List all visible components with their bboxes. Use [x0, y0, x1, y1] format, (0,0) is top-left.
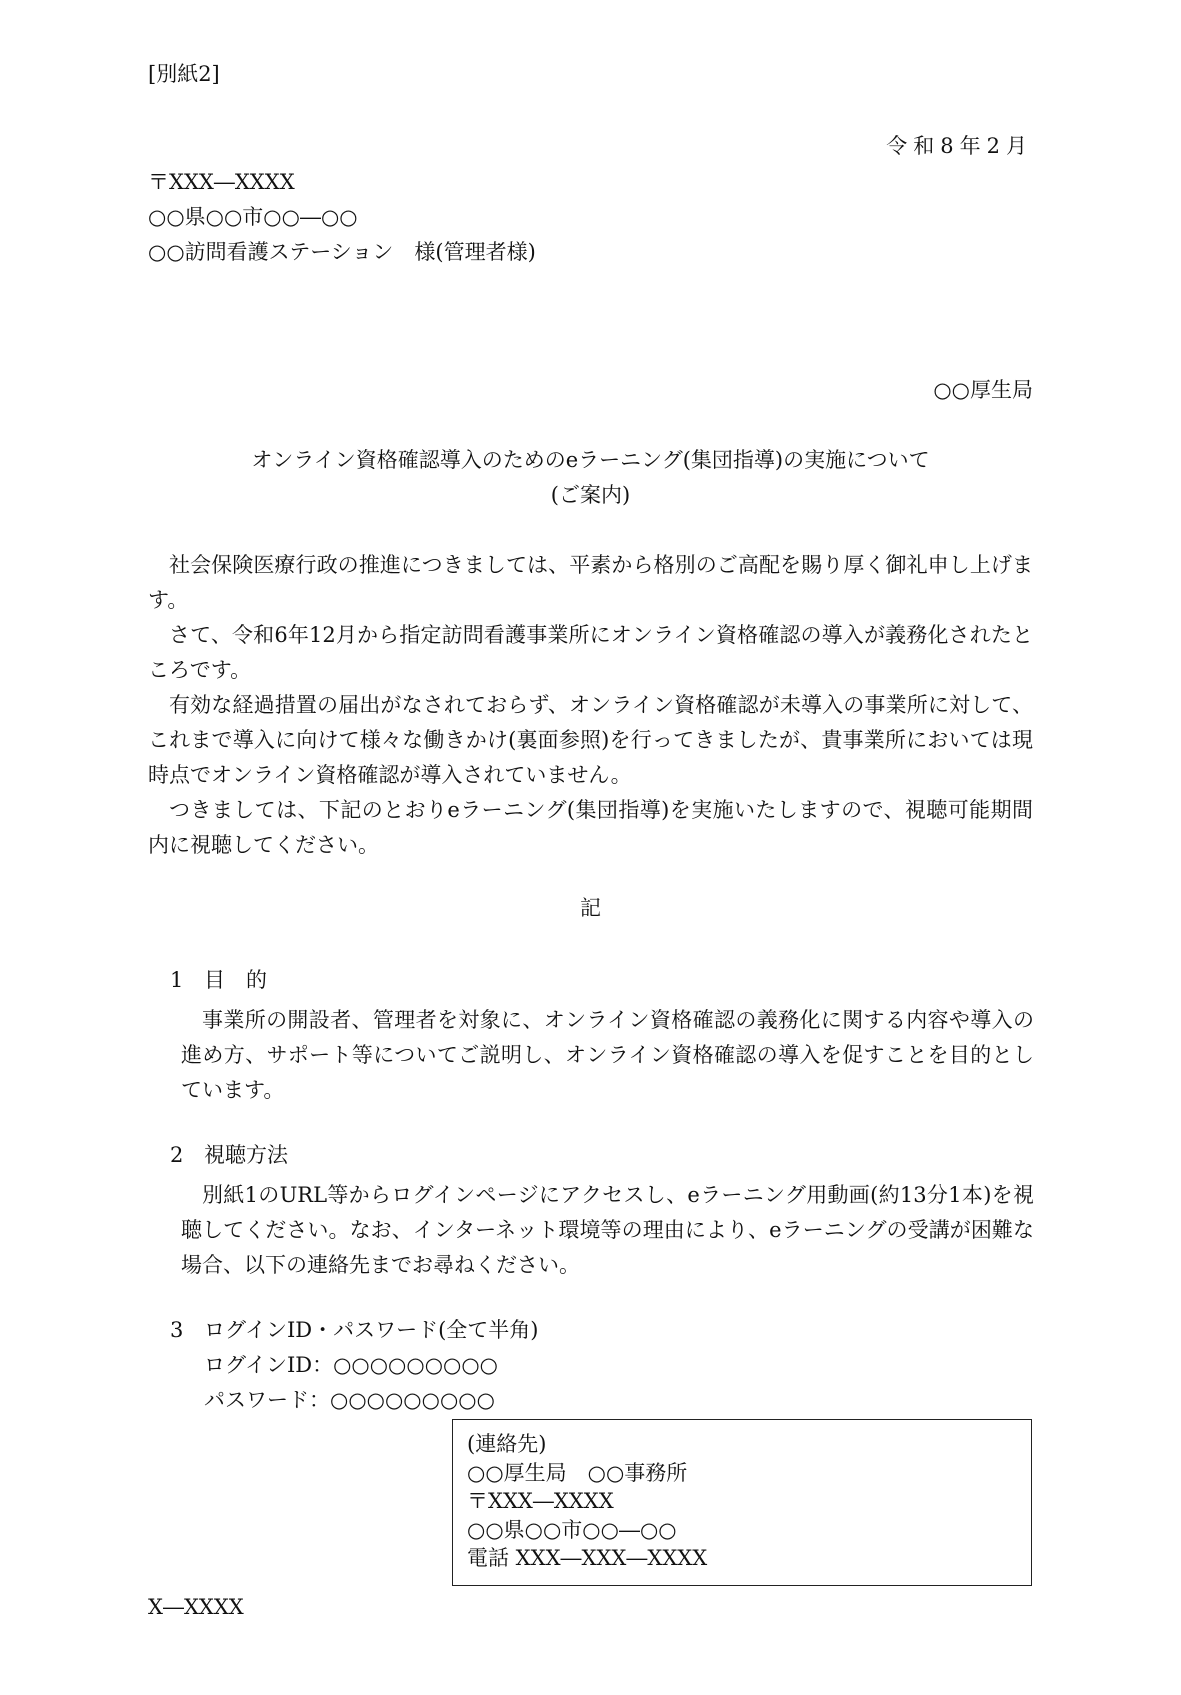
body-paragraph: さて、令和6年12月から指定訪問看護事業所にオンライン資格確認の導入が義務化されたところです。 [148, 623, 1033, 682]
section-2-heading [170, 1143, 288, 1168]
section-title: 目 的 [204, 968, 267, 992]
login-id-line: ログインID：○○○○○○○○○ [204, 1353, 498, 1377]
contact-office: ○○厚生局 ○○事務所 [467, 1460, 688, 1485]
section-1-body: 事業所の開設者、管理者を対象に、オンライン資格確認の義務化に関する内容や導入の進め方、サポート等についてご説明し、オンライン資格確認の導入を促すことを目的としています。 [181, 1008, 1034, 1102]
document-date: 令和8年2月 [886, 134, 1033, 158]
contact-postal-code: 〒XXX―XXXX [467, 1489, 614, 1513]
document-title: オンライン資格確認導入のためのeラーニング(集団指導)の実施について [251, 448, 930, 472]
ki-heading: 記 [580, 896, 601, 920]
recipient-name: ○○訪問看護ステーション 様(管理者様) [148, 240, 536, 264]
body-text [148, 548, 1033, 863]
section-number: 2 [170, 1143, 184, 1167]
section-3-heading [170, 1318, 538, 1343]
attachment-label: [別紙2] [148, 62, 220, 86]
document-subtitle: (ご案内) [550, 483, 631, 507]
contact-label: (連絡先) [467, 1432, 547, 1456]
sender-name: ○○厚生局 [933, 378, 1033, 402]
section-number: 3 [170, 1318, 184, 1342]
recipient-postal-code: 〒XXX―XXXX [148, 170, 295, 194]
section-title: ログインID・パスワード(全て半角) [204, 1318, 539, 1342]
section-number: 1 [170, 968, 184, 992]
contact-address: ○○県○○市○○―○○ [467, 1517, 677, 1542]
password-line: パスワード：○○○○○○○○○ [204, 1388, 495, 1412]
body-paragraph: 有効な経過措置の届出がなされておらず、オンライン資格確認が未導入の事業所に対して、これまで導入に向けて様々な働きかけ(裏面参照)を行ってきましたが、貴事業所においては現時点でオンライン資格確認が導入されていません。 [148, 693, 1033, 787]
footer-code: X―XXXX [148, 1595, 244, 1619]
section-1-heading [170, 968, 267, 993]
body-paragraph: つきましては、下記のとおりeラーニング(集団指導)を実施いたしますので、視聴可能期間内に視聴してください。 [148, 798, 1033, 857]
contact-phone: 電話 XXX―XXX―XXXX [467, 1546, 708, 1570]
section-title: 視聴方法 [204, 1143, 288, 1167]
body-paragraph: 社会保険医療行政の推進につきましては、平素から格別のご高配を賜り厚く御礼申し上げます。 [148, 553, 1033, 612]
contact-box [452, 1419, 1032, 1586]
section-2-body: 別紙1のURL等からログインページにアクセスし、eラーニング用動画(約13分1本)を視聴してください。なお、インターネット環境等の理由により、eラーニングの受講が困難な場合、以下の連絡先までお尋ねください。 [181, 1183, 1034, 1277]
recipient-address: ○○県○○市○○―○○ [148, 205, 358, 229]
